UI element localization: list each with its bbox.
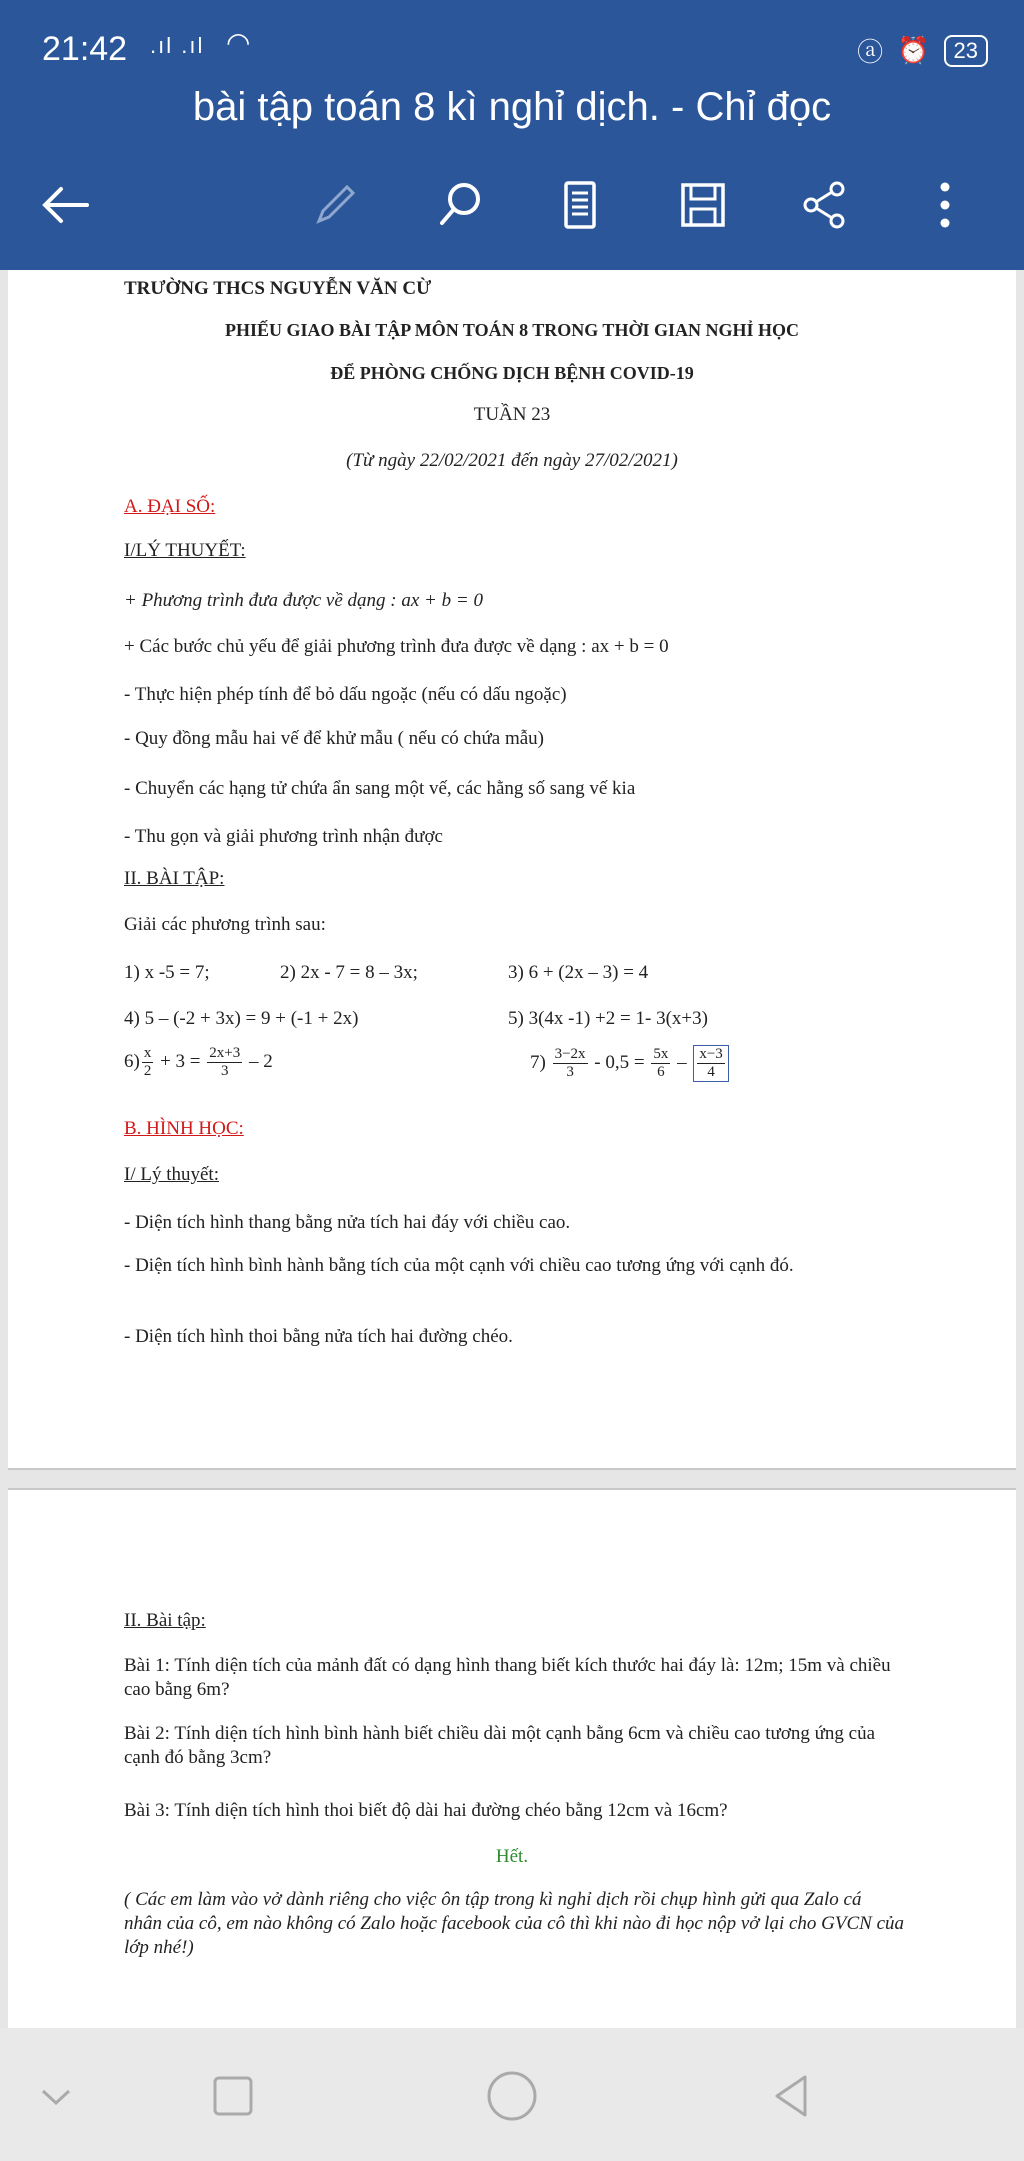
geo-exercise-1: Bài 1: Tính diện tích của mảnh đất có dạng hình thang biết kích thước hai đáy là: 12m; 15m và chiều cao bằng 6m? xyxy=(124,1655,891,1700)
theory-item: - Thu gọn và giải phương trình nhận được xyxy=(124,826,443,847)
theory-heading: I/LÝ THUYẾT: xyxy=(124,540,246,561)
battery-icon: 23 xyxy=(944,35,988,67)
geo-exercise-heading: II. Bài tập: xyxy=(124,1610,206,1631)
save-icon[interactable] xyxy=(668,170,738,240)
theory-item: + Phương trình đưa được về dạng : ax + b = 0 xyxy=(124,590,483,611)
equation-4: 4) 5 – (-2 + 3x) = 9 + (-1 + 2x) xyxy=(124,1008,359,1029)
chevron-down-icon[interactable] xyxy=(26,2066,86,2126)
geo-exercise-2: Bài 2: Tính diện tích hình bình hành biết chiều dài một cạnh bằng 6cm và chiều cao tương ứng của cạnh đó bằng 3cm? xyxy=(124,1723,876,1768)
theory-item: + Các bước chủ yếu để giải phương trình đưa được về dạng : ax + b = 0 xyxy=(124,636,669,657)
week-label: TUẦN 23 xyxy=(473,404,551,425)
doc-heading: PHIẾU GIAO BÀI TẬP MÔN TOÁN 8 TRONG THỜI GIAN NGHỈ HỌC xyxy=(225,320,799,340)
geo-exercise-3: Bài 3: Tính diện tích hình thoi biết độ dài hai đường chéo bằng 12cm và 16cm? xyxy=(124,1800,728,1821)
wifi-icon: ◠ xyxy=(226,27,253,58)
navigation-bar xyxy=(0,2028,1024,2161)
exercise-intro: Giải các phương trình sau: xyxy=(124,914,326,935)
section-a-title: A. ĐẠI SỐ: xyxy=(124,496,216,517)
geo-theory-item: - Diện tích hình thang bằng nửa tích hai đáy với chiều cao. xyxy=(124,1212,571,1233)
document-page-1[interactable] xyxy=(8,270,1016,1470)
at-icon: ⓐ xyxy=(857,37,884,67)
home-icon[interactable] xyxy=(482,2066,542,2126)
equation-5: 5) 3(4x -1) +2 = 1- 3(x+3) xyxy=(508,1008,708,1029)
back-icon[interactable] xyxy=(762,2066,822,2126)
equation-2: 2) 2x - 7 = 8 – 3x; xyxy=(280,962,418,983)
geo-theory-item: - Diện tích hình bình hành bằng tích của một cạnh với chiều cao tương ứng với cạnh đó. xyxy=(124,1255,794,1276)
theory-item: - Quy đồng mẫu hai vế để khử mẫu ( nếu có chứa mẫu) xyxy=(124,728,544,749)
equation-7: 7) $\frac{3-2x}{3}$ - 0,5 = $\frac{5x}{6}$ – $\frac{x-3}{4}$ xyxy=(530,1045,731,1082)
alarm-icon: ⏰ xyxy=(897,35,930,65)
more-icon[interactable] xyxy=(910,170,980,240)
toolbar xyxy=(0,170,1024,245)
back-arrow-icon[interactable] xyxy=(30,170,100,240)
signal-icon: .ıl .ıl xyxy=(150,33,205,58)
date-range: (Từ ngày 22/02/2021 đến ngày 27/02/2021) xyxy=(346,450,678,471)
geo-theory-item: - Diện tích hình thoi bằng nửa tích hai đường chéo. xyxy=(124,1326,513,1347)
geo-theory-heading: I/ Lý thuyết: xyxy=(124,1164,219,1185)
pen-icon[interactable] xyxy=(300,170,370,240)
share-icon[interactable] xyxy=(790,170,860,240)
end-label: Hết. xyxy=(495,1846,529,1867)
document-title: bài tập toán 8 kì nghỉ dịch. - Chỉ đọc xyxy=(192,85,832,129)
status-time: 21:42 xyxy=(42,30,128,68)
app-header xyxy=(0,0,1024,270)
equation-6: 6) $\frac{x}{2}$ + 3 = $\frac{2x+3}{3}$ – 2 xyxy=(124,1045,273,1079)
exercise-heading: II. BÀI TẬP: xyxy=(124,868,225,889)
document-page-2[interactable] xyxy=(8,1488,1016,2030)
theory-item: - Chuyển các hạng tử chứa ẩn sang một vế, các hằng số sang vế kia xyxy=(124,778,636,799)
equation-3: 3) 6 + (2x – 3) = 4 xyxy=(508,962,649,983)
theory-item: - Thực hiện phép tính để bỏ dấu ngoặc (nếu có dấu ngoặc) xyxy=(124,684,567,705)
section-b-title: B. HÌNH HỌC: xyxy=(124,1118,244,1139)
submission-note: ( Các em làm vào vở dành riêng cho việc ôn tập trong kì nghỉ dịch rồi chụp hình gửi qua Zalo cá nhân của cô, em nào không có Zalo hoặc facebook của cô thì khi nào đi học nộp vở lại cho GVCN của lớp nhé!) xyxy=(124,1889,905,1958)
school-name: TRƯỜNG THCS NGUYỄN VĂN CỪ xyxy=(124,278,432,299)
doc-subheading: ĐỂ PHÒNG CHỐNG DỊCH BỆNH COVID-19 xyxy=(330,363,694,383)
recents-icon[interactable] xyxy=(203,2066,263,2126)
reading-view-icon[interactable] xyxy=(545,170,615,240)
equation-1: 1) x -5 = 7; xyxy=(124,962,210,983)
search-icon[interactable] xyxy=(425,170,495,240)
